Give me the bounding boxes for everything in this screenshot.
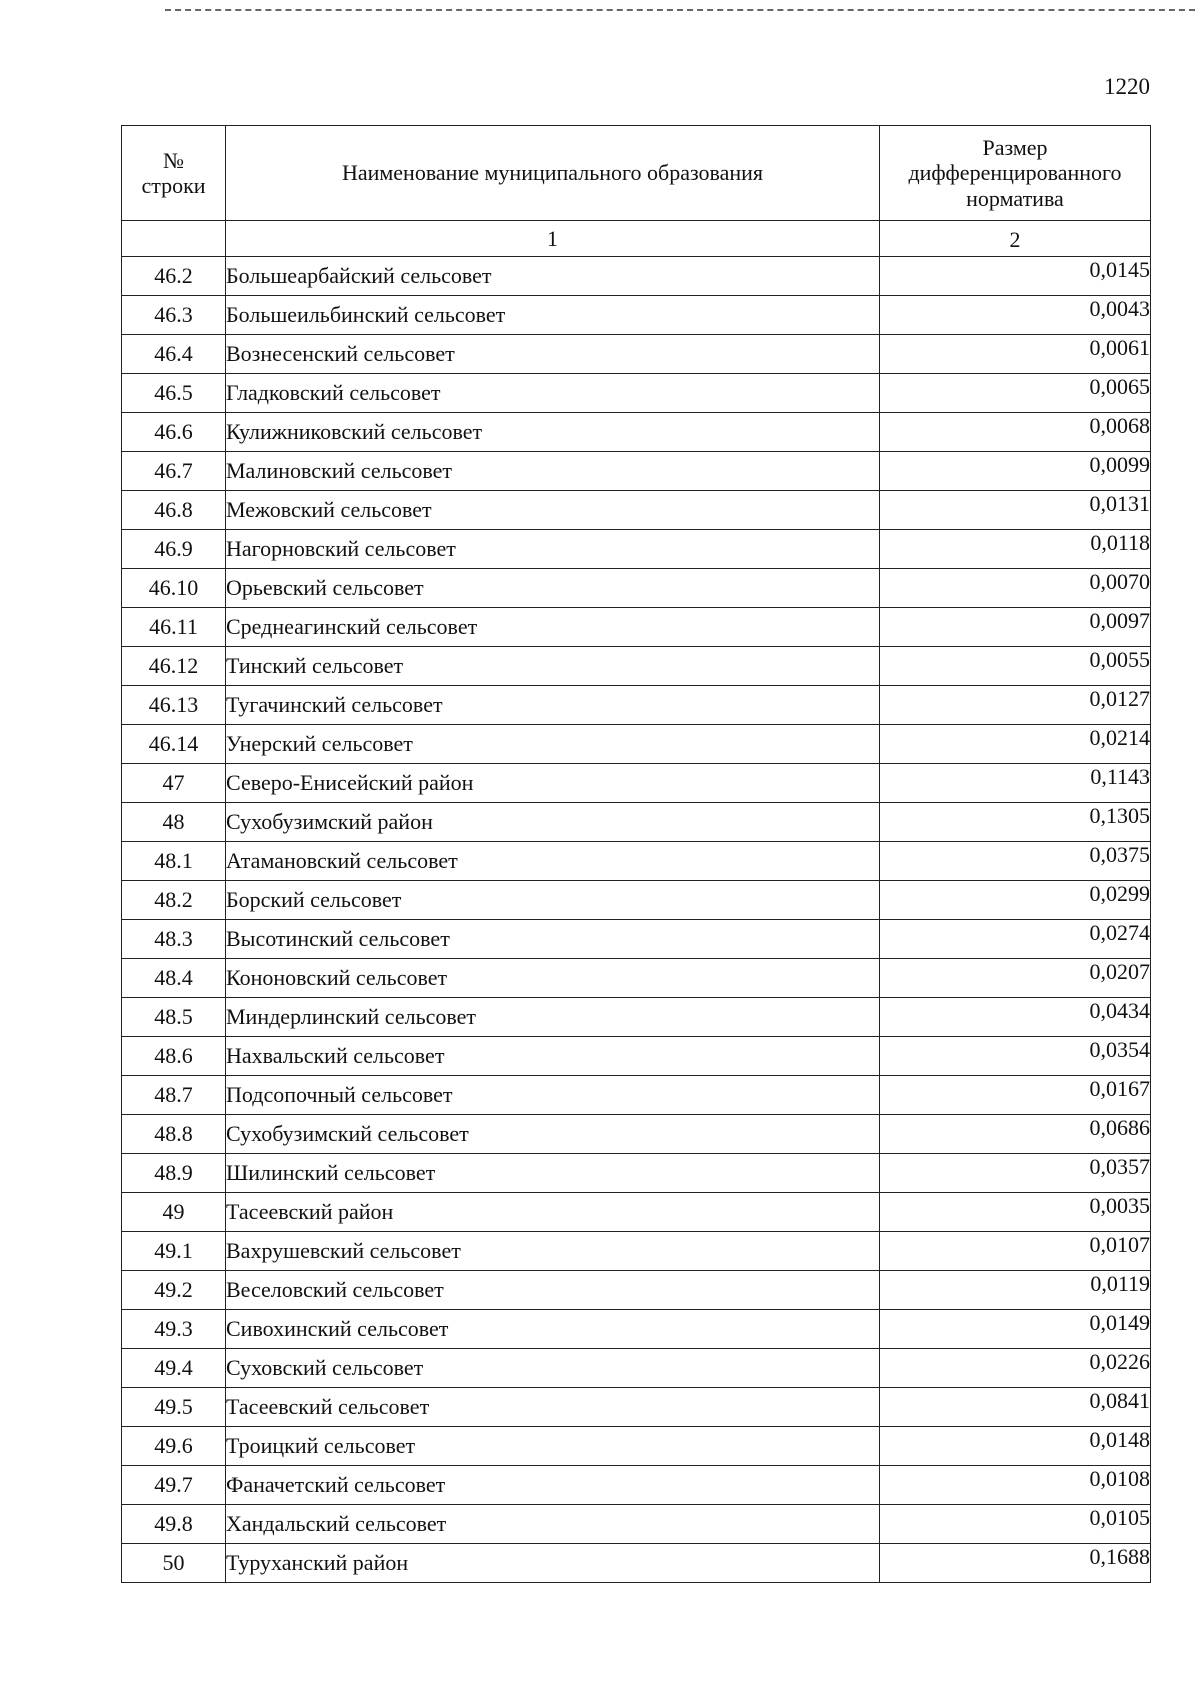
table-row bbox=[122, 1310, 1151, 1349]
municipality-name-cell: Тасеевский район bbox=[226, 1193, 880, 1232]
scan-border-line bbox=[165, 9, 1195, 11]
municipality-name-cell: Большеильбинский сельсовет bbox=[226, 296, 880, 335]
header-row-number-label: № строки bbox=[141, 147, 206, 198]
row-number-cell: 49 bbox=[122, 1193, 226, 1232]
municipality-name-cell: Атамановский сельсовет bbox=[226, 842, 880, 881]
municipality-name-cell: Нахвальский сельсовет bbox=[226, 1037, 880, 1076]
row-number-cell: 48.5 bbox=[122, 998, 226, 1037]
row-number-cell: 46.10 bbox=[122, 569, 226, 608]
row-number-cell: 49.2 bbox=[122, 1271, 226, 1310]
row-number-cell: 49.5 bbox=[122, 1388, 226, 1427]
norm-value-cell: 0,0145 bbox=[880, 257, 1151, 296]
norm-value-cell: 0,0068 bbox=[880, 413, 1151, 452]
municipality-name-cell: Большеарбайский сельсовет bbox=[226, 257, 880, 296]
table-row bbox=[122, 413, 1151, 452]
table-row bbox=[122, 803, 1151, 842]
municipality-name-cell: Веселовский сельсовет bbox=[226, 1271, 880, 1310]
table-row bbox=[122, 1271, 1151, 1310]
municipality-name-cell: Миндерлинский сельсовет bbox=[226, 998, 880, 1037]
table-row bbox=[122, 1427, 1151, 1466]
table-header-row bbox=[122, 126, 1151, 221]
norm-value-cell: 0,0127 bbox=[880, 686, 1151, 725]
table-row bbox=[122, 1037, 1151, 1076]
table-row bbox=[122, 335, 1151, 374]
norm-value-cell: 0,0108 bbox=[880, 1466, 1151, 1505]
norm-value-cell: 0,0035 bbox=[880, 1193, 1151, 1232]
table-row bbox=[122, 959, 1151, 998]
municipality-name-cell: Тугачинский сельсовет bbox=[226, 686, 880, 725]
municipality-name-cell: Суховский сельсовет bbox=[226, 1349, 880, 1388]
table-row bbox=[122, 530, 1151, 569]
municipality-name-cell: Высотинский сельсовет bbox=[226, 920, 880, 959]
municipality-name-cell: Северо-Енисейский район bbox=[226, 764, 880, 803]
norm-value-cell: 0,0055 bbox=[880, 647, 1151, 686]
municipality-name-cell: Борский сельсовет bbox=[226, 881, 880, 920]
municipality-name-cell: Малиновский сельсовет bbox=[226, 452, 880, 491]
municipality-name-cell: Межовский сельсовет bbox=[226, 491, 880, 530]
table-row bbox=[122, 647, 1151, 686]
table-row bbox=[122, 1115, 1151, 1154]
row-number-cell: 46.3 bbox=[122, 296, 226, 335]
norm-value-cell: 0,0226 bbox=[880, 1349, 1151, 1388]
norm-value-cell: 0,0167 bbox=[880, 1076, 1151, 1115]
norm-value-cell: 0,0043 bbox=[880, 296, 1151, 335]
table-body bbox=[122, 257, 1151, 1583]
row-number-cell: 46.11 bbox=[122, 608, 226, 647]
row-number-cell: 48.6 bbox=[122, 1037, 226, 1076]
table-row bbox=[122, 608, 1151, 647]
municipality-name-cell: Кононовский сельсовет bbox=[226, 959, 880, 998]
table-row bbox=[122, 725, 1151, 764]
table-row bbox=[122, 452, 1151, 491]
municipality-name-cell: Унерский сельсовет bbox=[226, 725, 880, 764]
table-row bbox=[122, 1349, 1151, 1388]
municipality-name-cell: Хандальский сельсовет bbox=[226, 1505, 880, 1544]
table-row bbox=[122, 764, 1151, 803]
row-number-cell: 46.8 bbox=[122, 491, 226, 530]
norm-value-cell: 0,0148 bbox=[880, 1427, 1151, 1466]
table-row bbox=[122, 1154, 1151, 1193]
norm-value-cell: 0,0434 bbox=[880, 998, 1151, 1037]
municipality-name-cell: Троицкий сельсовет bbox=[226, 1427, 880, 1466]
row-number-cell: 46.13 bbox=[122, 686, 226, 725]
header-value bbox=[880, 126, 1151, 221]
norm-value-cell: 0,0097 bbox=[880, 608, 1151, 647]
row-number-cell: 49.4 bbox=[122, 1349, 226, 1388]
municipality-name-cell: Фаначетский сельсовет bbox=[226, 1466, 880, 1505]
row-number-cell: 46.9 bbox=[122, 530, 226, 569]
row-number-cell: 49.7 bbox=[122, 1466, 226, 1505]
page-number: 1220 bbox=[1104, 74, 1150, 99]
row-number-cell: 48.2 bbox=[122, 881, 226, 920]
row-number-cell: 46.5 bbox=[122, 374, 226, 413]
norm-value-cell: 0,0686 bbox=[880, 1115, 1151, 1154]
norm-value-cell: 0,0107 bbox=[880, 1232, 1151, 1271]
municipality-name-cell: Шилинский сельсовет bbox=[226, 1154, 880, 1193]
municipality-name-cell: Тасеевский сельсовет bbox=[226, 1388, 880, 1427]
table-row bbox=[122, 1505, 1151, 1544]
row-number-cell: 48.8 bbox=[122, 1115, 226, 1154]
row-number-cell: 48 bbox=[122, 803, 226, 842]
municipality-name-cell: Орьевский сельсовет bbox=[226, 569, 880, 608]
norm-value-cell: 0,1305 bbox=[880, 803, 1151, 842]
row-number-cell: 48.1 bbox=[122, 842, 226, 881]
table-row bbox=[122, 296, 1151, 335]
norm-value-cell: 0,0375 bbox=[880, 842, 1151, 881]
header-row-number bbox=[122, 126, 226, 221]
table-row bbox=[122, 881, 1151, 920]
row-number-cell: 48.9 bbox=[122, 1154, 226, 1193]
norm-value-cell: 0,0118 bbox=[880, 530, 1151, 569]
row-number-cell: 49.3 bbox=[122, 1310, 226, 1349]
table-row bbox=[122, 998, 1151, 1037]
table-row bbox=[122, 491, 1151, 530]
norm-value-cell: 0,0131 bbox=[880, 491, 1151, 530]
municipality-name-cell: Среднеагинский сельсовет bbox=[226, 608, 880, 647]
table-row bbox=[122, 920, 1151, 959]
table-row bbox=[122, 374, 1151, 413]
row-number-cell: 49.6 bbox=[122, 1427, 226, 1466]
norm-value-cell: 0,0105 bbox=[880, 1505, 1151, 1544]
table-row bbox=[122, 1076, 1151, 1115]
index-cell-value: 2 bbox=[880, 221, 1151, 257]
municipality-name-cell: Вахрушевский сельсовет bbox=[226, 1232, 880, 1271]
municipality-name-cell: Вознесенский сельсовет bbox=[226, 335, 880, 374]
row-number-cell: 46.2 bbox=[122, 257, 226, 296]
municipality-name-cell: Подсопочный сельсовет bbox=[226, 1076, 880, 1115]
table-row bbox=[122, 569, 1151, 608]
table-row bbox=[122, 257, 1151, 296]
norm-value-cell: 0,1143 bbox=[880, 764, 1151, 803]
column-index-row bbox=[122, 221, 1151, 257]
row-number-cell: 48.3 bbox=[122, 920, 226, 959]
row-number-cell: 48.4 bbox=[122, 959, 226, 998]
municipality-name-cell: Тинский сельсовет bbox=[226, 647, 880, 686]
index-cell-name: 1 bbox=[226, 221, 880, 257]
municipality-name-cell: Кулижниковский сельсовет bbox=[226, 413, 880, 452]
municipality-name-cell: Гладковский сельсовет bbox=[226, 374, 880, 413]
table-row bbox=[122, 1544, 1151, 1583]
row-number-cell: 46.14 bbox=[122, 725, 226, 764]
norm-value-cell: 0,0214 bbox=[880, 725, 1151, 764]
row-number-cell: 50 bbox=[122, 1544, 226, 1583]
row-number-cell: 47 bbox=[122, 764, 226, 803]
norm-value-cell: 0,0841 bbox=[880, 1388, 1151, 1427]
norm-value-cell: 0,0354 bbox=[880, 1037, 1151, 1076]
row-number-cell: 49.1 bbox=[122, 1232, 226, 1271]
municipality-name-cell: Сухобузимский район bbox=[226, 803, 880, 842]
table-row bbox=[122, 1193, 1151, 1232]
row-number-cell: 46.12 bbox=[122, 647, 226, 686]
table-row bbox=[122, 1388, 1151, 1427]
norm-value-cell: 0,0357 bbox=[880, 1154, 1151, 1193]
row-number-cell: 48.7 bbox=[122, 1076, 226, 1115]
header-value-label: Размер дифференцированного норматива bbox=[908, 135, 1122, 211]
norm-value-cell: 0,0274 bbox=[880, 920, 1151, 959]
norm-value-cell: 0,0119 bbox=[880, 1271, 1151, 1310]
row-number-cell: 49.8 bbox=[122, 1505, 226, 1544]
row-number-cell: 46.6 bbox=[122, 413, 226, 452]
norm-value-cell: 0,0070 bbox=[880, 569, 1151, 608]
norm-value-cell: 0,0065 bbox=[880, 374, 1151, 413]
norm-value-cell: 0,0099 bbox=[880, 452, 1151, 491]
municipality-name-cell: Туруханский район bbox=[226, 1544, 880, 1583]
index-cell-empty bbox=[122, 221, 226, 257]
norm-value-cell: 0,0207 bbox=[880, 959, 1151, 998]
municipality-name-cell: Нагорновский сельсовет bbox=[226, 530, 880, 569]
norm-value-cell: 0,0061 bbox=[880, 335, 1151, 374]
municipality-name-cell: Сивохинский сельсовет bbox=[226, 1310, 880, 1349]
row-number-cell: 46.4 bbox=[122, 335, 226, 374]
header-name-label: Наименование муниципального образования bbox=[341, 160, 764, 186]
table-row bbox=[122, 686, 1151, 725]
table-row bbox=[122, 1232, 1151, 1271]
norms-table bbox=[121, 125, 1151, 1583]
municipality-name-cell: Сухобузимский сельсовет bbox=[226, 1115, 880, 1154]
header-name bbox=[226, 126, 880, 221]
table-row bbox=[122, 842, 1151, 881]
table-row bbox=[122, 1466, 1151, 1505]
norm-value-cell: 0,0149 bbox=[880, 1310, 1151, 1349]
norm-value-cell: 0,1688 bbox=[880, 1544, 1151, 1583]
row-number-cell: 46.7 bbox=[122, 452, 226, 491]
norm-value-cell: 0,0299 bbox=[880, 881, 1151, 920]
